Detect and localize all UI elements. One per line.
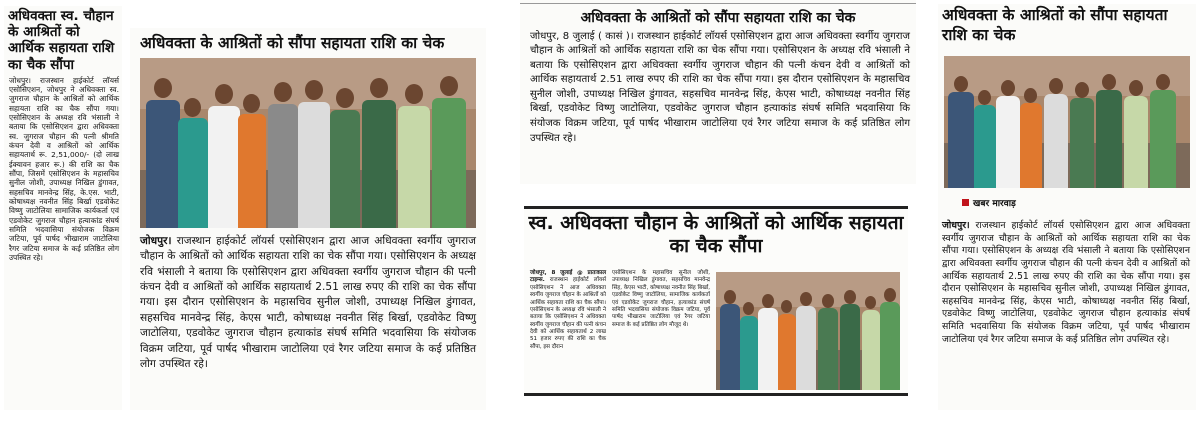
news-clip-1 (4, 6, 122, 410)
clip2-headline: अधिवक्ता के आश्रितों को सौंपा सहायता राशि का चेक (140, 34, 445, 52)
clip3-headline: अधिवक्ता के आश्रितों को सौंपा सहायता राशि का चेक (580, 10, 856, 26)
clip3-body: जोधपुर, 8 जुलाई ( कासं )। राजस्थान हाईकोर्ट लॉयर्स एसोसिएशन द्वारा आज अधिवक्ता स्वर्गीय जुगराज चौहान के आश्रितों को आर्थिक सहायता राशि का चेक सौंपा गया। एसोसिएशन के अध्यक्ष रवि भंसाली ने बताया कि एसोसिएशन द्वारा अधिवक्ता स्वर्गीय जुगराज चौहान की पत्नी कंचन देवी व आश्रितों को आर्थिक सहायतार्थ 2.51 लाख रुपए की राशि का चेक सौंपा गया। इस दौरान एसोसिएशन के महासचिव सुनील जोशी, उपाध्यक्ष निखिल डुंगावत, सहसचिव मानवेन्द्र सिंह, केएस भाटी, कोषाध्यक्ष नवनीत सिंह बिर्खा, एडवोकेट विष्णु जाटोलिया, एडवोकेट जुगराज चौहान हत्याकांड संघर्ष समिति भदवासिया कि संयोजक विक्रम जटिया, पूर्व पार्षद भीखाराम जाटोलिया एवं रैगर जटिया समाज के कई प्रतिष्ठित लोग उपस्थित रहे। (530, 30, 911, 144)
clip5-source-tag (962, 196, 1016, 209)
clip5-headline: अधिवक्ता के आश्रितों को सौंपा सहायता राशि का चेक (942, 6, 1168, 44)
clip5-dateline: जोधपुर। (942, 220, 970, 231)
clip2-body-text: राजस्थान हाईकोर्ट लॉयर्स एसोसिएशन द्वारा आज अधिवक्ता स्वर्गीय जुगराज चौहान के आश्रितों को आर्थिक सहायता राशि का चेक सौंपा गया। एसोसिएशन के अध्यक्ष रवि भंसाली ने बताया कि एसोसिएशन द्वारा अधिवक्ता स्वर्गीय जुगराज चौहान की पत्नी कंचन देवी व आश्रितों को आर्थिक सहायतार्थ 2.51 लाख रुपए की राशि का चेक सौंपा गया। इस दौरान एसोसिएशन के महासचिव सुनील जोशी, उपाध्यक्ष निखिल डुंगावत, सहसचिव मानवेन्द्र सिंह, केएस भाटी, कोषाध्यक्ष नवनीत सिंह बिर्खा, एडवोकेट विष्णु जाटोलिया, एडवोकेट जुगराज चौहान हत्याकांड संघर्ष समिति भदवासिया कि संयोजक विक्रम जटिया, पूर्व पार्षद भीखाराम जाटोलिया एवं रैगर जटिया समाज के कई प्रतिष्ठित लोग उपस्थित रहे। (140, 235, 476, 370)
clip5-photo (944, 56, 1190, 188)
clip4-top-border (524, 206, 908, 209)
clip5-body (942, 220, 1190, 346)
clip2-body (140, 234, 476, 372)
clip2-photo (140, 58, 476, 228)
clip4-bottom-border (524, 393, 908, 396)
clip4-photo (716, 272, 900, 390)
news-clip-5 (938, 4, 1196, 410)
clip1-headline: अधिवक्ता स्व. चौहान के आश्रितों को आर्थिक सहायता राशि का चैक सौंपा (8, 8, 115, 73)
clip4-headline: स्व. अधिवक्ता चौहान के आश्रितों को आर्थिक सहायता का चैक सौंपा (528, 212, 904, 258)
clip4-col-1-text: राजस्थान हाईकोर्ट लॉयर्स एसोसिएशन ने आज अधिवक्ता स्वर्गीय जुगराज चौहान के आश्रितों को आर्थिक सहायता राशि का चैक सौंपा। एसोसिएशन के अध्यक्ष रवि भंसाली ने बताया कि एसोसिएशन ने अधिवक्ता स्वर्गीय जुगराज चौहान की पत्नी कंचन देवी को आर्थिक सहायतार्थ 2 लाख 51 हजार रुपए की राशि का चैक सौंपा, इस दौरान (530, 277, 606, 350)
clip3-top-rule (520, 3, 916, 4)
clip5-body-text: राजस्थान हाईकोर्ट लॉयर्स एसोसिएशन द्वारा आज अधिवक्ता स्वर्गीय जुगराज चौहान के आश्रितों को आर्थिक सहायता राशि का चेक सौंपा गया। एसोसिएशन के अध्यक्ष रवि भंसाली ने बताया कि एसोसिएशन द्वारा अधिवक्ता स्वर्गीय जुगराज चौहान की पत्नी कंचन देवी व आश्रितों को आर्थिक सहायतार्थ 2.51 लाख रुपए की राशि का चेक सौंपा गया। इस दौरान एसोसिएशन के महासचिव सुनील जोशी, उपाध्यक्ष निखिल डुंगावत, सहसचिव मानवेन्द्र सिंह, केएस भाटी, कोषाध्यक्ष नवनीत सिंह बिर्खा, एडवोकेट विष्णु जाटोलिया, एडवोकेट जुगराज चौहान हत्याकांड संघर्ष समिति भदवासिया कि संयोजक विक्रम जटिया, पूर्व पार्षद भीखाराम जाटोलिया एवं रैगर जटिया समाज के कई प्रतिष्ठित लोग उपस्थित रहे। (942, 220, 1190, 345)
news-clip-4 (524, 206, 908, 396)
clip1-body: जोधपुर। राजस्थान हाईकोर्ट लॉयर्स एसोसिएशन, जोधपुर ने अधिवक्ता स्व. जुगराज चौहान के आश्रितों को आर्थिक सहायता राशि का चैक सौंपा गया। एसोसिएशन के अध्यक्ष रवि भंसाली ने बताया कि एसोसिएशन द्वारा अधिवक्ता स्व. जुगराज चौहान की पत्नी श्रीमति कंचन देवी व आश्रितों को आर्थिक सहायतार्थ रू. 2,51,000/- (दो लाख ईक्यावन हजार रू.) की राशि का चैक सौंपा, जिसमें एसोसिएशन के महासचिव सुनील जोशी, उपाध्यक्ष निखिल डुंगावत, सहसचिव मानवेन्द्र सिंह, के.एस. भाटी, कोषाध्यक्ष नवनीत सिंह बिर्खा एडवोकेट विष्णु जाटोलिया सामाजिक कार्यकर्ता एवं एडवोकेट जुगराज चौहान हत्याकांड संघर्ष समिति भदवासिया संयोजक विक्रम जटिया, पूर्व पार्षद भीखाराम जाटोलिया रैगर जटिया समाज के कई प्रतिष्ठित लोग उपस्थित रहे। (9, 75, 119, 262)
square-bullet-icon (962, 199, 969, 206)
clip2-dateline: जोधपुर। (140, 235, 172, 247)
news-clip-3 (520, 0, 916, 184)
news-clip-2 (130, 28, 486, 410)
clip4-col-2: एसोसिएशन के महासचिव सुनील जोशी, उपाध्यक्ष निखिल डुंगावत, सहसचिव मानवेन्द्र सिंह, केएस भाटी, कोषाध्यक्ष नवनीत सिंह बिर्खा, एडवोकेट विष्णु जाटोलिया, सामाजिक कार्यकर्ता एवं एडवोकेट जुगराज चौहान, हत्याकांड संघर्ष समिति भदवासिया संयोजक विक्रम जटिया, पूर्व पार्षद भीखाराम जाटोलिया एवं रैगर जटिया समाज के कई प्रतिष्ठित लोग मौजूद थे। (612, 270, 710, 328)
clip4-col-1 (530, 270, 606, 351)
clip5-source-text: खबर मारवाड़ (973, 199, 1016, 209)
clip4-dateline: जोधपुर, 8 जुलाई @ प्रातःकाल टाइम्स. (530, 270, 606, 284)
